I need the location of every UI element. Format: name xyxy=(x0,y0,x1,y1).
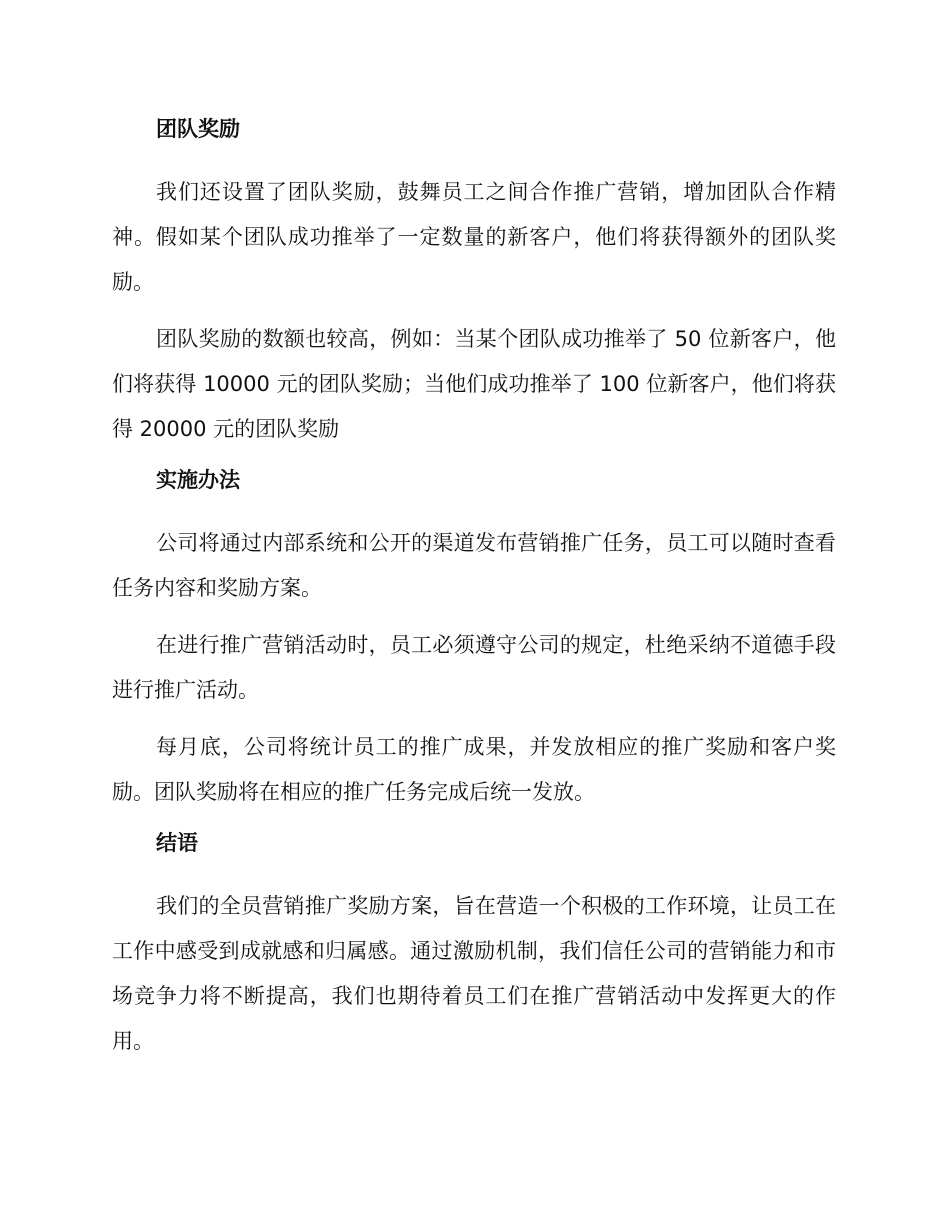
section-heading: 团队奖励 xyxy=(156,117,240,141)
section-implementation xyxy=(112,464,836,815)
paragraph: 我们的全员营销推广奖励方案，旨在营造一个积极的工作环境，让员工在工作中感受到成就感和归属感。通过激励机制，我们信任公司的营销能力和市场竞争力将不断提高，我们也期待着员工们在推广营销活动中发挥更大的作用。 xyxy=(112,894,836,1053)
paragraph: 每月底，公司将统计员工的推广成果，并发放相应的推广奖励和客户奖励。团队奖励将在相应的推广任务完成后统一发放。 xyxy=(112,735,836,804)
paragraph: 公司将通过内部系统和公开的渠道发布营销推广任务，员工可以随时查看任务内容和奖励方案。 xyxy=(112,531,836,600)
paragraph: 团队奖励的数额也较高，例如：当某个团队成功推举了 50 位新客户，他们将获得 10000 元的团队奖励；当他们成功推举了 100 位新客户，他们将获得 20000 元的团队奖励 xyxy=(112,327,836,441)
section-heading: 结语 xyxy=(156,831,198,855)
paragraph: 在进行推广营销活动时，员工必须遵守公司的规定，杜绝采纳不道德手段进行推广活动。 xyxy=(112,633,836,702)
document-page xyxy=(112,113,836,1076)
section-conclusion xyxy=(112,827,836,1064)
section-team-reward xyxy=(112,113,836,452)
section-heading: 实施办法 xyxy=(156,468,240,492)
paragraph: 我们还设置了团队奖励，鼓舞员工之间合作推广营销，增加团队合作精神。假如某个团队成功推举了一定数量的新客户，他们将获得额外的团队奖励。 xyxy=(112,180,836,294)
